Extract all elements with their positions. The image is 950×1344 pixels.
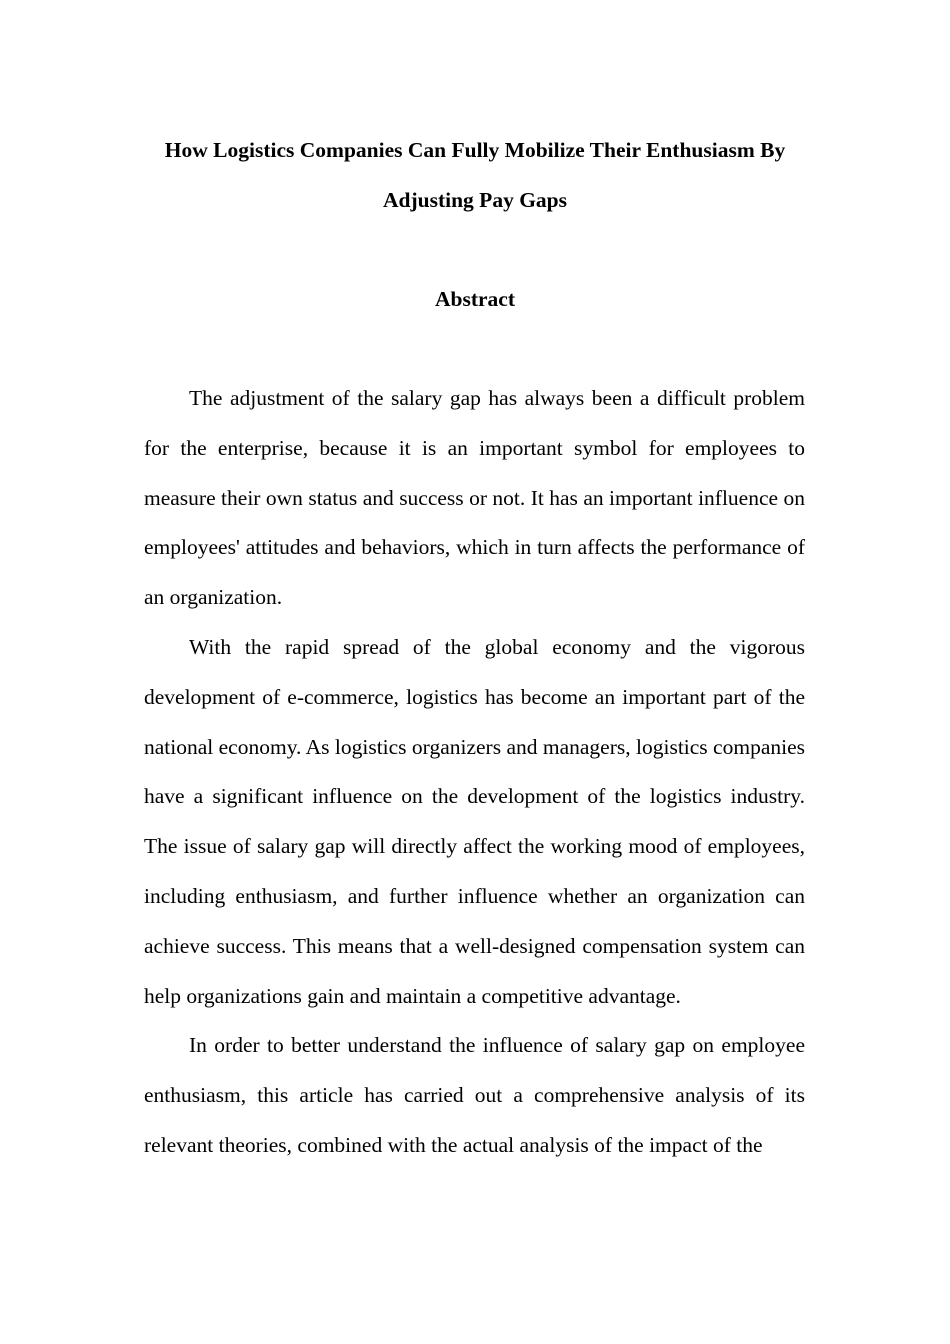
document-title: How Logistics Companies Can Fully Mobilize Their Enthusiasm By Adjusting Pay Gaps: [164, 138, 786, 212]
paragraph: The adjustment of the salary gap has always been a difficult problem for the enterprise, because it is an important symbol for employees to measure their own status and success or not. It has an important influence on employees' attitudes and behaviors, which in turn affects the performance of an organization.: [144, 386, 805, 610]
abstract-body: [144, 374, 805, 1171]
paragraph: With the rapid spread of the global economy and the vigorous development of e-commerce, logistics has become an important part of the national economy. As logistics organizers and managers, logistics companies have a significant influence on the development of the logistics industry. The issue of salary gap will directly affect the working mood of employees, including enthusiasm, and further influence whether an organization can achieve success. This means that a well-designed compensation system can help organizations gain and maintain a competitive advantage.: [144, 634, 805, 1008]
paragraph: In order to better understand the influence of salary gap on employee enthusiasm, this article has carried out a comprehensive analysis of its relevant theories, combined with the actual analysis of the impact of the: [144, 1033, 805, 1157]
abstract-heading: Abstract: [434, 287, 515, 311]
